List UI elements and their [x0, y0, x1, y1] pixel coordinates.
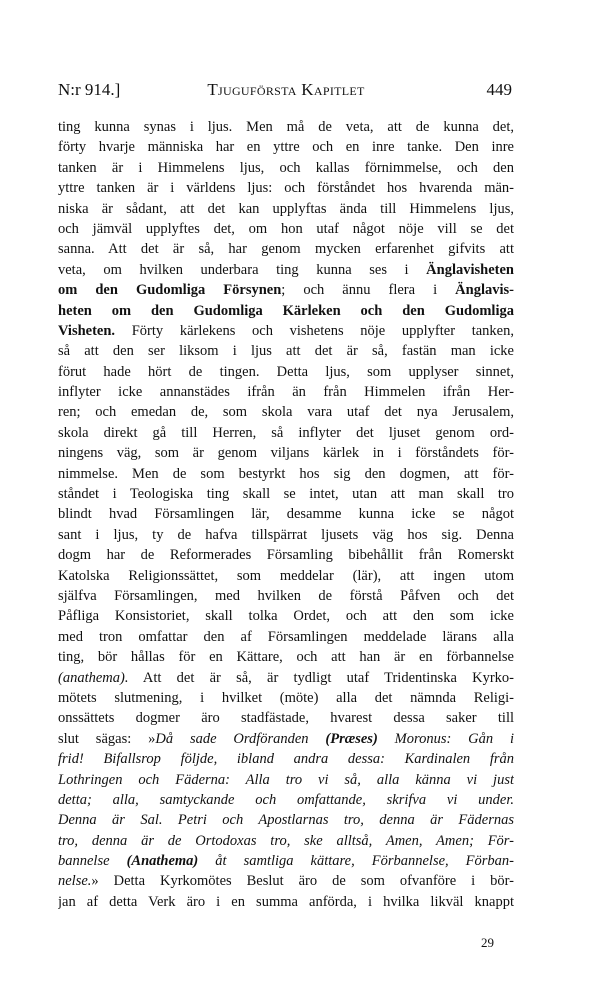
text-run: åt samtliga kättare, Förbannelse, Förban- [198, 853, 514, 870]
text-run: förty hvarje människa har en yttre och en inre tanke. Den inre [58, 139, 514, 156]
text-run: Änglavis- [455, 282, 514, 299]
body-text [58, 117, 514, 912]
text-run: och jämväl upplyftes det, om hon utaf något nöje vill se det [58, 220, 514, 237]
text-line [58, 525, 514, 545]
text-line [58, 341, 514, 361]
text-line [58, 301, 514, 321]
signature-mark: 29 [481, 935, 494, 950]
text-run: Förty kärlekens och vishetens nöje upplyfter tanken, [115, 322, 514, 339]
text-line [58, 586, 514, 606]
running-header [58, 80, 514, 102]
text-line [58, 219, 514, 239]
text-run: (Præses) [325, 730, 378, 747]
text-line [58, 749, 514, 769]
section-number: N:r 914.] [58, 80, 121, 99]
text-run: Katolska Religionssättet, som meddelar (lär), att ingen utom [58, 567, 514, 584]
text-run: tro, denna är de Ortodoxas tro, ske alltså, Amen, Amen; För- [58, 832, 514, 849]
text-run: jan af detta Verk äro i en summa anförda, i hvilka likväl knappt [58, 893, 514, 910]
text-run: sanna. Att det är så, har genom mycken erfarenhet gifvits att [58, 241, 514, 258]
text-run: nelse. [58, 873, 92, 890]
text-run: niska är sådant, att det kan upplyftas ända till Himmelens ljus, [58, 200, 514, 217]
text-run: ting kunna synas i ljus. Men må de veta, att de kunna det, [58, 119, 514, 135]
text-run: frid! Bifallsrop följde, ibland andra dessa: Kardinalen från [58, 751, 514, 768]
text-line [58, 627, 514, 647]
text-run: Änglavisheten [426, 261, 514, 278]
text-line [58, 199, 514, 219]
text-line [58, 484, 514, 504]
text-run: ningens väg, som är genom viljans kärlek in i förståndets för- [58, 445, 514, 462]
text-run: dogm har de Reformerades Församling bibehållit från Romerskt [58, 547, 514, 564]
text-run: mötets slutmening, i hvilket (möte) alla det nämnda Religi- [58, 689, 514, 706]
text-run: så att den ser liksom i ljus att det är så, fastän man icke [58, 343, 514, 360]
text-run: själfva Församlingen, med hvilken de förstå Påfven och det [58, 587, 514, 604]
text-line [58, 178, 514, 198]
text-line [58, 117, 514, 137]
text-run: heten om den Gudomliga Kärleken och den Gudomliga [58, 302, 514, 319]
text-run: ståndet i Teologiska ting skall se intet, utan att man skall tro [58, 486, 514, 503]
text-line [58, 810, 514, 830]
text-line [58, 892, 514, 912]
text-run: bannelse [58, 853, 127, 870]
text-line [58, 158, 514, 178]
text-run: med tron omfattar den af Församlingen meddelade lärans alla [58, 628, 514, 645]
text-line [58, 443, 514, 463]
text-line [58, 790, 514, 810]
text-line [58, 545, 514, 565]
text-line [58, 851, 514, 871]
text-run: om den Gudomliga Försynen [58, 282, 282, 299]
page-number: 449 [486, 80, 512, 99]
text-run: detta; alla, samtyckande och omfattande, skrifva vi under. [58, 791, 514, 808]
text-run: Moronus: Gån i [377, 730, 514, 747]
text-run: (Anathema) [126, 853, 199, 870]
text-run: Då sade Ordföranden [155, 730, 326, 747]
text-line [58, 504, 514, 524]
text-line [58, 362, 514, 382]
text-run: inflyter icke annanstädes ifrån än från Himmelen ifrån Her- [58, 384, 514, 401]
text-run: (anathema). [58, 669, 129, 686]
text-line [58, 382, 514, 402]
text-run: nimmelse. Men de som bestyrkt hos sig den dogmen, att för- [58, 465, 514, 482]
text-line [58, 647, 514, 667]
text-run: Lothringen och Fäderna: Alla tro vi så, alla känna vi just [58, 771, 514, 788]
text-run: ting, bör hållas för en Kättare, och att han är en förbannelse [58, 649, 514, 666]
text-line [58, 280, 514, 300]
text-line [58, 137, 514, 157]
text-run: » Detta Kyrkomötes Beslut äro de som ofvanföre i bör- [91, 873, 514, 890]
text-run: Att det är så, är tydligt utaf Tridentinska Kyrko- [128, 669, 514, 686]
text-run: slut sägas: » [58, 730, 156, 747]
text-line [58, 566, 514, 586]
text-line [58, 831, 514, 851]
text-line [58, 668, 514, 688]
text-line [58, 708, 514, 728]
text-line [58, 770, 514, 790]
text-run: skola direkt gå till Herren, så inflyter det ljuset genom ord- [58, 424, 514, 441]
text-run: ren; och emedan de, som skola vara utaf det nya Jerusalem, [58, 404, 514, 421]
text-run: Påfliga Konsistoriet, skall tolka Ordet, och att den som icke [58, 608, 514, 625]
text-run: onssättets dogmer äro stadfästade, hvarest dessa saker till [58, 710, 514, 727]
text-line [58, 423, 514, 443]
text-run: veta, om hvilken underbara ting kunna ses i [58, 261, 427, 278]
text-line [58, 402, 514, 422]
text-line [58, 464, 514, 484]
text-run: ; och ännu flera i [281, 282, 456, 299]
text-line [58, 321, 514, 341]
chapter-title: Tjuguförsta Kapitlet [207, 80, 365, 99]
text-run: yttre tanken är i världens ljus: och förståndet hos hvarenda män- [58, 180, 514, 197]
text-run: förut hade hört de tingen. Detta ljus, som upplyser sinnet, [58, 363, 514, 380]
text-line [58, 606, 514, 626]
text-line [58, 871, 514, 891]
text-run: Denna är Sal. Petri och Apostlarnas tro, denna är Fädernas [58, 812, 514, 829]
text-run: tanken är i Himmelens ljus, och kallas förnimmelse, och den [58, 159, 514, 176]
text-run: sant i ljus, ty de hafva tillspärrat ljusets väg hos sig. Denna [58, 526, 514, 543]
text-line [58, 688, 514, 708]
text-run: blindt hvad Församlingen lär, desamme kunna icke se något [58, 506, 514, 523]
text-line [58, 260, 514, 280]
text-line [58, 729, 514, 749]
text-run: Visheten. [58, 322, 116, 339]
text-line [58, 239, 514, 259]
